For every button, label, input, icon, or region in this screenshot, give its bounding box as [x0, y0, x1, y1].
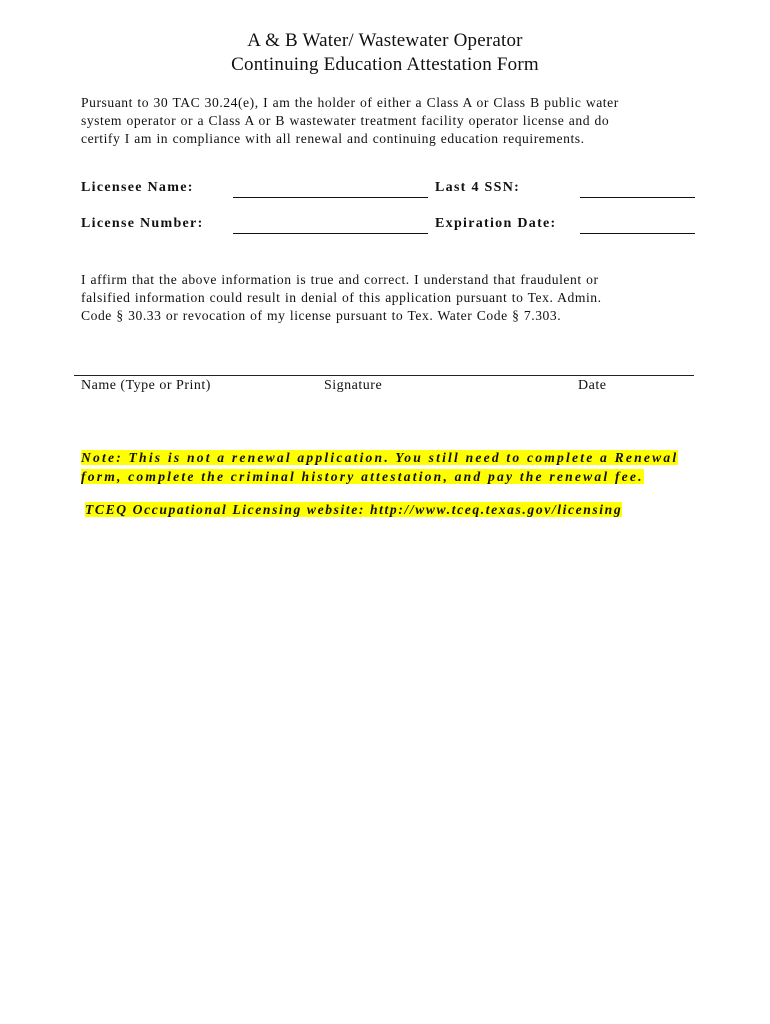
renewal-note-line-2: form, complete the criminal history attestation, and pay the renewal fee.	[81, 469, 644, 484]
form-title-line-2: Continuing Education Attestation Form	[231, 54, 539, 75]
affirmation-line-1: I affirm that the above information is true and correct. I understand that fraudulent or	[81, 272, 599, 287]
renewal-note	[81, 448, 701, 486]
expiration-date-label: Expiration Date:	[435, 216, 557, 231]
form-title-line-1: A & B Water/ Wastewater Operator	[247, 30, 523, 51]
affirmation-line-3: Code § 30.33 or revocation of my license pursuant to Tex. Water Code § 7.303.	[81, 308, 562, 323]
intro-line-1: Pursuant to 30 TAC 30.24(e), I am the holder of either a Class A or Class B public water	[81, 95, 619, 110]
license-number-label: License Number:	[81, 216, 204, 231]
affirmation-paragraph	[81, 271, 701, 325]
licensee-name-label: Licensee Name:	[81, 180, 194, 195]
last4-ssn-field[interactable]	[580, 197, 695, 198]
renewal-note-line-1: Note: This is not a renewal application. You still need to complete a Renewal	[81, 450, 679, 465]
signature-line[interactable]	[74, 375, 694, 376]
signature-label: Signature	[324, 378, 383, 393]
website-note	[85, 500, 705, 519]
last4-ssn-label: Last 4 SSN:	[435, 180, 521, 195]
intro-line-2: system operator or a Class A or B wastewater treatment facility operator license and do	[81, 113, 610, 128]
intro-paragraph	[81, 94, 701, 148]
name-print-label: Name (Type or Print)	[81, 378, 211, 393]
expiration-date-field[interactable]	[580, 233, 695, 234]
date-label: Date	[578, 378, 607, 393]
licensee-name-field[interactable]	[233, 197, 428, 198]
intro-line-3: certify I am in compliance with all renewal and continuing education requirements.	[81, 131, 585, 146]
license-number-field[interactable]	[233, 233, 428, 234]
affirmation-line-2: falsified information could result in denial of this application pursuant to Tex. Admin.	[81, 290, 602, 305]
licensing-website-text[interactable]: TCEQ Occupational Licensing website: http://www.tceq.texas.gov/licensing	[85, 502, 623, 517]
